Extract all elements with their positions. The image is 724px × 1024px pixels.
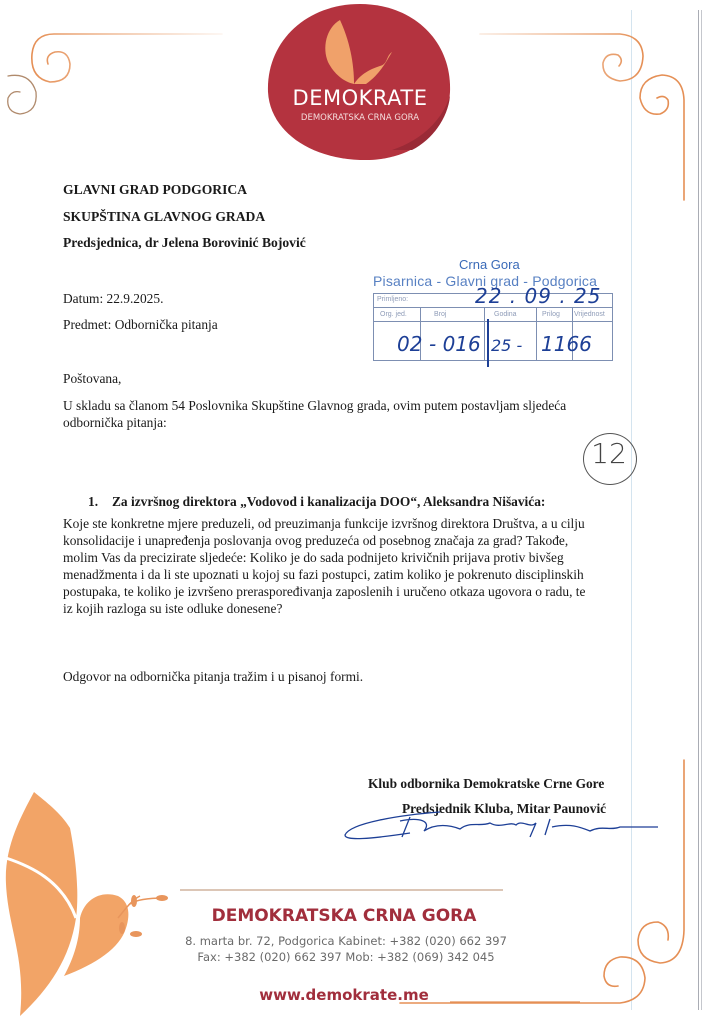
top-left-swirl-ornament (8, 34, 222, 114)
stamp-received-date: 22 . 09 . 25 (475, 284, 602, 308)
stamp-value-number: - 016 (429, 332, 481, 356)
footer-contact-line: Fax: +382 (020) 662 397 Mob: +382 (069) 342 045 (197, 950, 495, 964)
stamp-value-attachment: 1166 (541, 332, 592, 356)
question-line: molim Vas da precizirate sljedeće: Koliko je do sada podnijeto krivičnih prijava protiv bivšeg (63, 550, 564, 565)
stamp-col-label: Org. jed. (380, 311, 407, 318)
footer-website-link[interactable]: www.demokrate.me (259, 986, 429, 1004)
question-line: konsolidacije i unapređenja poslovanja ovog preduzeća od posebnog značaja za grad? Takođe, (63, 533, 569, 548)
document-date: Datum: 22.9.2025. (63, 291, 164, 306)
signature-club: Klub odbornika Demokratske Crne Gore (368, 776, 605, 791)
question-number: 1. (88, 494, 99, 509)
stamp-value-year: 25 - (491, 336, 523, 355)
intro-paragraph: U skladu sa članom 54 Poslovnika Skupštine Glavnog grada, ovim putem postavljam sljedeća odbornička pitanja: (63, 398, 567, 430)
stamp-received-label: Primljeno: (377, 296, 409, 303)
question-heading: Za izvršnog direktora „Vodovod i kanalizacija DOO“, Aleksandra Nišavića: (112, 494, 546, 509)
question-line: postupaka, te koliko je izvršeno preraspoređivanja zaposlenih i uručeno otkaza ugovora o radu, te (63, 584, 586, 599)
stamp-value-org: 02 (397, 332, 423, 356)
question-line: iz kojih razloga su iste odluke donesene? (63, 601, 283, 616)
document-subject: Predmet: Odbornička pitanja (63, 317, 218, 332)
stamp-col-label: Vrijednost (574, 311, 605, 318)
handwritten-page-number: 12 (591, 437, 627, 470)
stamp-col-label: Broj (434, 311, 447, 318)
logo-subtitle: DEMOKRATSKA CRNA GORA (300, 113, 420, 123)
stamp-header: Pisarnica - Glavni grad - Podgorica (373, 273, 598, 289)
handwritten-signature (340, 805, 660, 845)
recipient-city: GLAVNI GRAD PODGORICA (63, 182, 248, 197)
party-logo (262, 0, 458, 160)
recipient-assembly: SKUPŠTINA GLAVNOG GRADA (63, 209, 266, 224)
salutation: Poštovana, (63, 371, 122, 386)
footer-org-name: DEMOKRATSKA CRNA GORA (211, 906, 477, 926)
stamp-col-label: Prilog (542, 311, 560, 318)
stamp-country: Crna Gora (459, 257, 520, 272)
top-right-swirl-ornament (480, 34, 684, 200)
logo-brand-name: DEMOKRATE (292, 86, 428, 110)
footer-address-line: 8. marta br. 72, Podgorica Kabinet: +382 (020) 662 397 (185, 934, 507, 948)
recipient-president: Predsjednica, dr Jelena Borovinić Bojović (63, 235, 306, 250)
dove-icon (0, 788, 180, 1024)
question-line: Koje ste konkretne mjere preduzeli, od preuzimanja funkcije izvršnog direktora Društva, a u cilju (63, 516, 585, 531)
stamp-col-label: Godina (494, 311, 517, 318)
signature-president: Predsjednik Kluba, Mitar Paunović (402, 801, 607, 816)
question-line: menadžmenta i da li ste upoznati u kojoj su fazi postupci, zatim koliko je pokrenuto disciplinskih (63, 567, 584, 582)
closing-sentence: Odgovor na odbornička pitanja tražim i u pisanoj formi. (63, 669, 364, 684)
bottom-right-swirl-ornament (400, 760, 684, 1003)
question-text (63, 515, 633, 617)
